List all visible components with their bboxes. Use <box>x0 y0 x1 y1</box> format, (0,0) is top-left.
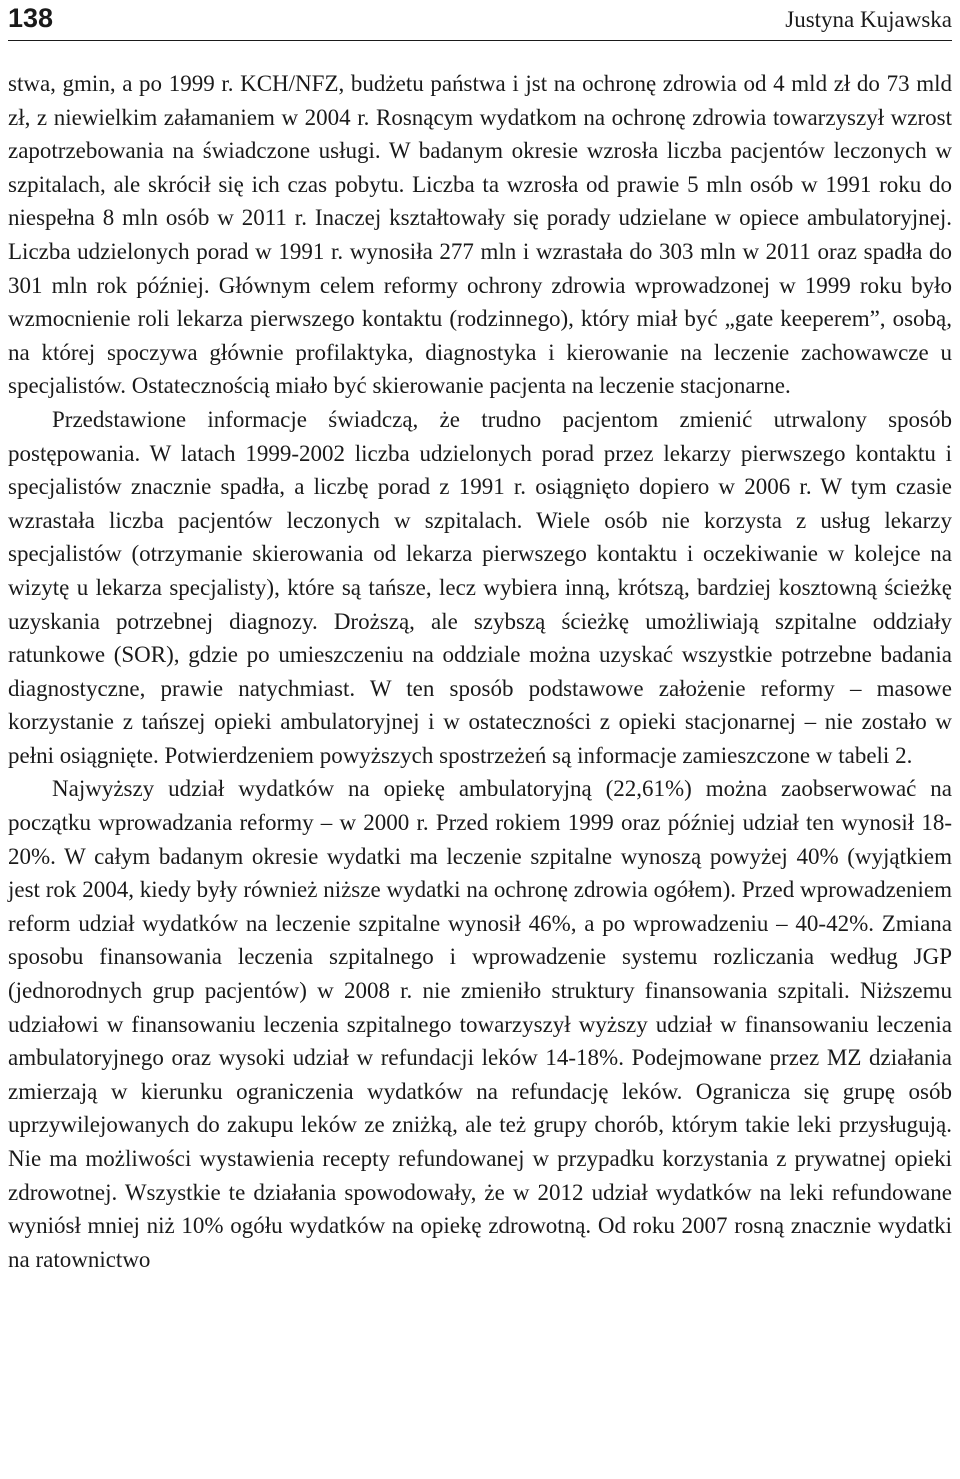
paragraph: Najwyższy udział wydatków na opiekę ambulatoryjną (22,61%) można zaobserwować na początku wprowadzania reformy – w 2000 r. Przed rokiem 1999 oraz później udział ten wynosił 18-20%. W całym badanym okresie wydatki ma leczenie szpitalne wynoszą powyżej 40% (wyjątkiem jest rok 2004, kiedy były również niższe wydatki na ochronę zdrowia ogółem). Przed wprowadzeniem reform udział wydatków na leczenie szpitalne wynosił 46%, a po wprowadzeniu – 40-42%. Zmiana sposobu finansowania leczenia szpitalnego i wprowadzenie systemu rozliczania według JGP (jednorodnych grup pacjentów) w 2008 r. nie zmieniło struktury finansowania szpitali. Niższemu udziałowi w finansowaniu leczenia szpitalnego towarzyszył wyższy udział w finansowaniu leczenia ambulatoryjnego oraz wysoki udział w refundacji leków 14-18%. Podejmowane przez MZ działania zmierzają w kierunku ograniczenia wydatków na refundację leków. Ogranicza się grupę osób uprzywilejowanych do zakupu leków ze zniżką, ale też grupy chorób, którym takie leki przysługują. Nie ma możliwości wystawienia recepty refundowanej w przypadku korzystania z prywatnej opieki zdrowotnej. Wszystkie te działania spowodowały, że w 2012 udział wydatków na leki refundowane wyniósł mniej niż 10% ogółu wydatków na opiekę zdrowotną. Od roku 2007 rosną znacznie wydatki na ratownictwo <box>8 776 952 1272</box>
running-head-author: Justyna Kujawska <box>785 7 952 32</box>
body-text <box>8 67 952 1276</box>
page-number: 138 <box>8 3 54 33</box>
paragraph: Przedstawione informacje świadczą, że trudno pacjentom zmienić utrwalony sposób postępowania. W latach 1999-2002 liczba udzielonych porad przez lekarzy pierwszego kontaktu i specjalistów znacznie spadła, a liczbę porad z 1991 r. osiągnięto dopiero w 2006 r. W tym czasie wzrastała liczba pacjentów leczonych w szpitalach. Wiele osób nie korzysta z usług lekarzy specjalistów (otrzymanie skierowania od lekarza pierwszego kontaktu i oczekiwanie w kolejce na wizytę u lekarza specjalisty), które są tańsze, lecz wybiera inną, krótszą, bardziej kosztowną ścieżkę uzyskania potrzebnej diagnozy. Droższą, ale szybszą ścieżkę umożliwiają szpitalne oddziały ratunkowe (SOR), gdzie po umieszczeniu na oddziale można uzyskać wszystkie potrzebne badania diagnostyczne, prawie natychmiast. W ten sposób podstawowe założenie reformy – masowe korzystanie z tańszej opieki ambulatoryjnej i w ostateczności z opieki stacjonarnej – nie zostało w pełni osiągnięte. Potwierdzeniem powyższych spostrzeżeń są informacje zamieszczone w tabeli 2. <box>8 406 952 768</box>
paragraph-continued: stwa, gmin, a po 1999 r. KCH/NFZ, budżetu państwa i jst na ochronę zdrowia od 4 mld zł do 73 mld zł, z niewielkim załamaniem w 2004 r. Rosnącym wydatkom na ochronę zdrowia towarzyszył wzrost zapotrzebowania na świadczone usługi. W badanym okresie wzrosła liczba pacjentów leczonych w szpitalach, ale skrócił się ich czas pobytu. Liczba ta wzrosła od prawie 5 mln osób w 1991 roku do niespełna 8 mln osób w 2011 r. Inaczej kształtowały się porady udzielane w opiece ambulatoryjnej. Liczba udzielonych porad w 1991 r. wynosiła 277 mln i wzrastała do 303 mln w 2011 oraz spadła do 301 mln rok później. Głównym celem reformy ochrony zdrowia wprowadzonej w 1999 roku było wzmocnienie roli lekarza pierwszego kontaktu (rodzinnego), który miał być „gate keeperem”, osobą, na której spoczywa głównie profilaktyka, diagnostyka i kierowanie na leczenie zachowawcze u specjalistów. Ostatecznością miało być skierowanie pacjenta na leczenie stacjonarne. <box>8 71 952 399</box>
page-header <box>8 0 952 40</box>
header-rule <box>8 40 952 41</box>
